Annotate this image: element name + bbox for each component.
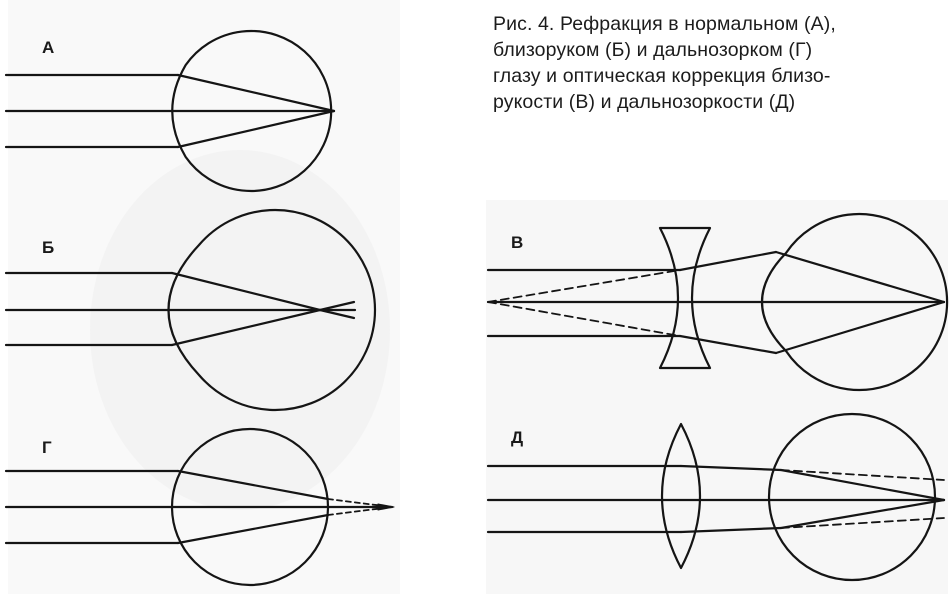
eyeball-d xyxy=(769,414,935,580)
panel-b-myopic-eye xyxy=(6,210,375,410)
diverged-ray-v-top xyxy=(680,252,776,270)
refracted-ray-b-top xyxy=(172,273,354,310)
refracted-ray-g-bottom xyxy=(178,515,328,543)
refracted-ray-a-top xyxy=(178,75,334,111)
virtual-ray-v-top xyxy=(488,270,680,302)
refracted-ray-v-top xyxy=(776,252,944,302)
panel-label-d: Д xyxy=(511,428,524,447)
diverged-ray-v-bottom xyxy=(680,336,776,353)
convex-lens xyxy=(662,424,700,568)
panel-label-g: Г xyxy=(42,438,52,457)
refracted-ray-a-bottom xyxy=(178,111,334,147)
caption-line-3: глазу и оптическая коррекция близо- xyxy=(493,65,831,87)
panel-d-hyperopia-correction xyxy=(488,414,944,580)
panel-label-v: В xyxy=(511,233,524,252)
refracted-ray-b-bottom xyxy=(172,310,354,345)
caption-line-1: Рис. 4. Рефракция в нормальном (А), xyxy=(493,13,836,35)
caption-line-4: рукости (В) и дальнозоркости (Д) xyxy=(493,91,796,113)
panel-a-normal-eye xyxy=(6,31,334,191)
panel-label-b: Б xyxy=(42,238,55,257)
refracted-ray-v-bottom xyxy=(776,302,944,353)
caption-line-2: близоруком (Б) и дальнозорком (Г) xyxy=(493,39,813,61)
panel-g-hyperopic-eye xyxy=(6,429,394,585)
panel-label-a: А xyxy=(42,38,55,57)
virtual-ray-v-bottom xyxy=(488,302,680,336)
focus-point-g xyxy=(378,504,394,510)
concave-lens xyxy=(660,228,710,368)
panel-v-myopia-correction xyxy=(488,214,947,390)
refracted-ray-g-top xyxy=(178,471,328,499)
